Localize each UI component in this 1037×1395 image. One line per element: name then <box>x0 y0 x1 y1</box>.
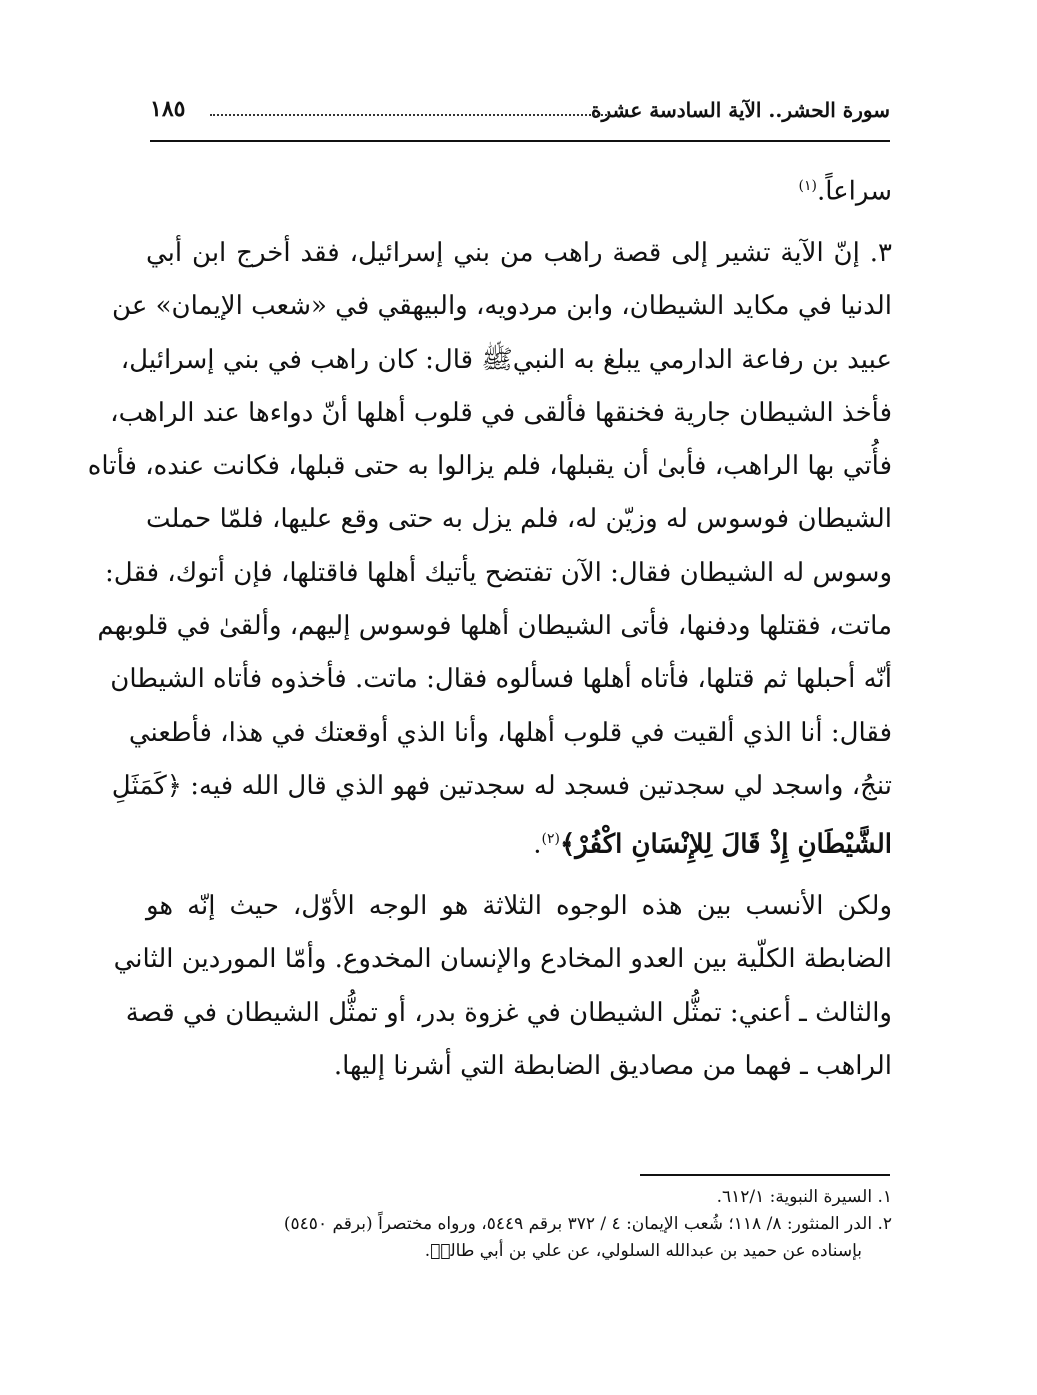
text-line: والثالث ـ أعني: تمثُّل الشيطان في غزوة بدر، أو تمثُّل الشيطان في قصة <box>125 997 892 1028</box>
page-number: ١٨٥ <box>150 96 186 122</box>
text-line <box>146 160 892 219</box>
running-header <box>150 92 890 128</box>
text-line: وسوس له الشيطان فقال: الآن تفتضح يأتيك أهلها فاقتلها، فإن أتوك، فقل: <box>105 557 892 588</box>
text-segment: سراعاً. <box>816 176 892 207</box>
text-line: أنّه أحبلها ثم قتلها، فأتاه أهلها فسألوه فقال: ماتت. فأخذوه فأتاه الشيطان <box>110 664 892 695</box>
text-line: تنجُ، واسجد لي سجدتين فسجد له سجدتين فهو الذي قال الله فيه: ﴿كَمَثَلِ <box>111 770 892 801</box>
footnote-rule <box>640 1174 890 1176</box>
header-dot-leader <box>210 114 610 116</box>
paragraph-continuation <box>146 160 892 219</box>
footnote-2: ٢. الدر المنثور: ٨/ ١١٨؛ شُعب الإيمان: ٤ / ٣٧٢ برقم ٥٤٤٩، ورواه مختصراً (برقم ٥٤٥٠) <box>283 1214 892 1234</box>
text-line: ماتت، فقتلها ودفنها، فأتى الشيطان أهلها فوسوس إليهم، وألقىٰ في قلوبهم <box>97 611 892 642</box>
text-line: الضابطة الكلّية بين العدو المخادع والإنسان المخدوع. وأمّا الموردين الثاني <box>113 944 892 975</box>
footnotes <box>146 1184 892 1265</box>
text-line: ٣. إنّ الآية تشير إلى قصة راهب من بني إسرائيل، فقد أخرج ابن أبي <box>146 237 892 268</box>
text-line: ولكن الأنسب بين هذه الوجوه الثلاثة هو الوجه الأوّل، حيث إنّه هو <box>146 891 892 922</box>
footnote-1: ١. السيرة النبوية: ٦١٢/١. <box>716 1187 892 1207</box>
footnote-marker-2: (٢) <box>541 831 560 848</box>
text-line: الشيطان فوسوس له وزيّن له، فلم يزل به حتى وقع عليها، فلمّا حملت <box>146 504 892 535</box>
text-line: الشَّيْطَانِ إِذْ قَالَ لِلإِنْسَانِ اكْفُرْ﴾$^{(٢)}$. <box>533 829 892 860</box>
text-line: فأُتي بها الراهب، فأبىٰ أن يقبلها، فلم يزالوا به حتى قبلها، فكانت عنده، فأتاه <box>87 451 892 482</box>
quran-verse: الشَّيْطَانِ إِذْ قَالَ لِلإِنْسَانِ اكْفُرْ﴾ <box>560 829 892 860</box>
text-line: الدنيا في مكايد الشيطان، وابن مردويه، والبيهقي في «شعب الإيمان» عن <box>112 291 892 322</box>
paragraph-3 <box>87 227 892 872</box>
main-text <box>87 160 892 1093</box>
header-rule <box>150 140 890 142</box>
paragraph-4 <box>113 880 892 1093</box>
header-title: سورة الحشر.. الآية السادسة عشرة <box>591 98 890 122</box>
text-line: عبيد بن رفاعة الدارمي يبلغ به النبيﷺ قال: كان راهب في بني إسرائيل، <box>120 344 892 375</box>
footnote-2-continued: بإسناده عن حميد بن عبدالله السلولي، عن علي بن أبي طالبؑ. <box>424 1241 862 1261</box>
text-line: فقال: أنا الذي ألقيت في قلوب أهلها، وأنا الذي أوقعتك في هذا، فأطعني <box>128 717 892 748</box>
footnote-marker-1: (١) <box>798 178 817 194</box>
text-line: الراهب ـ فهما من مصاديق الضابطة التي أشرنا إليها. <box>333 1051 892 1082</box>
text-line: فأخذ الشيطان جارية فخنقها فألقى في قلوب أهلها أنّ دواءها عند الراهب، <box>110 397 892 428</box>
